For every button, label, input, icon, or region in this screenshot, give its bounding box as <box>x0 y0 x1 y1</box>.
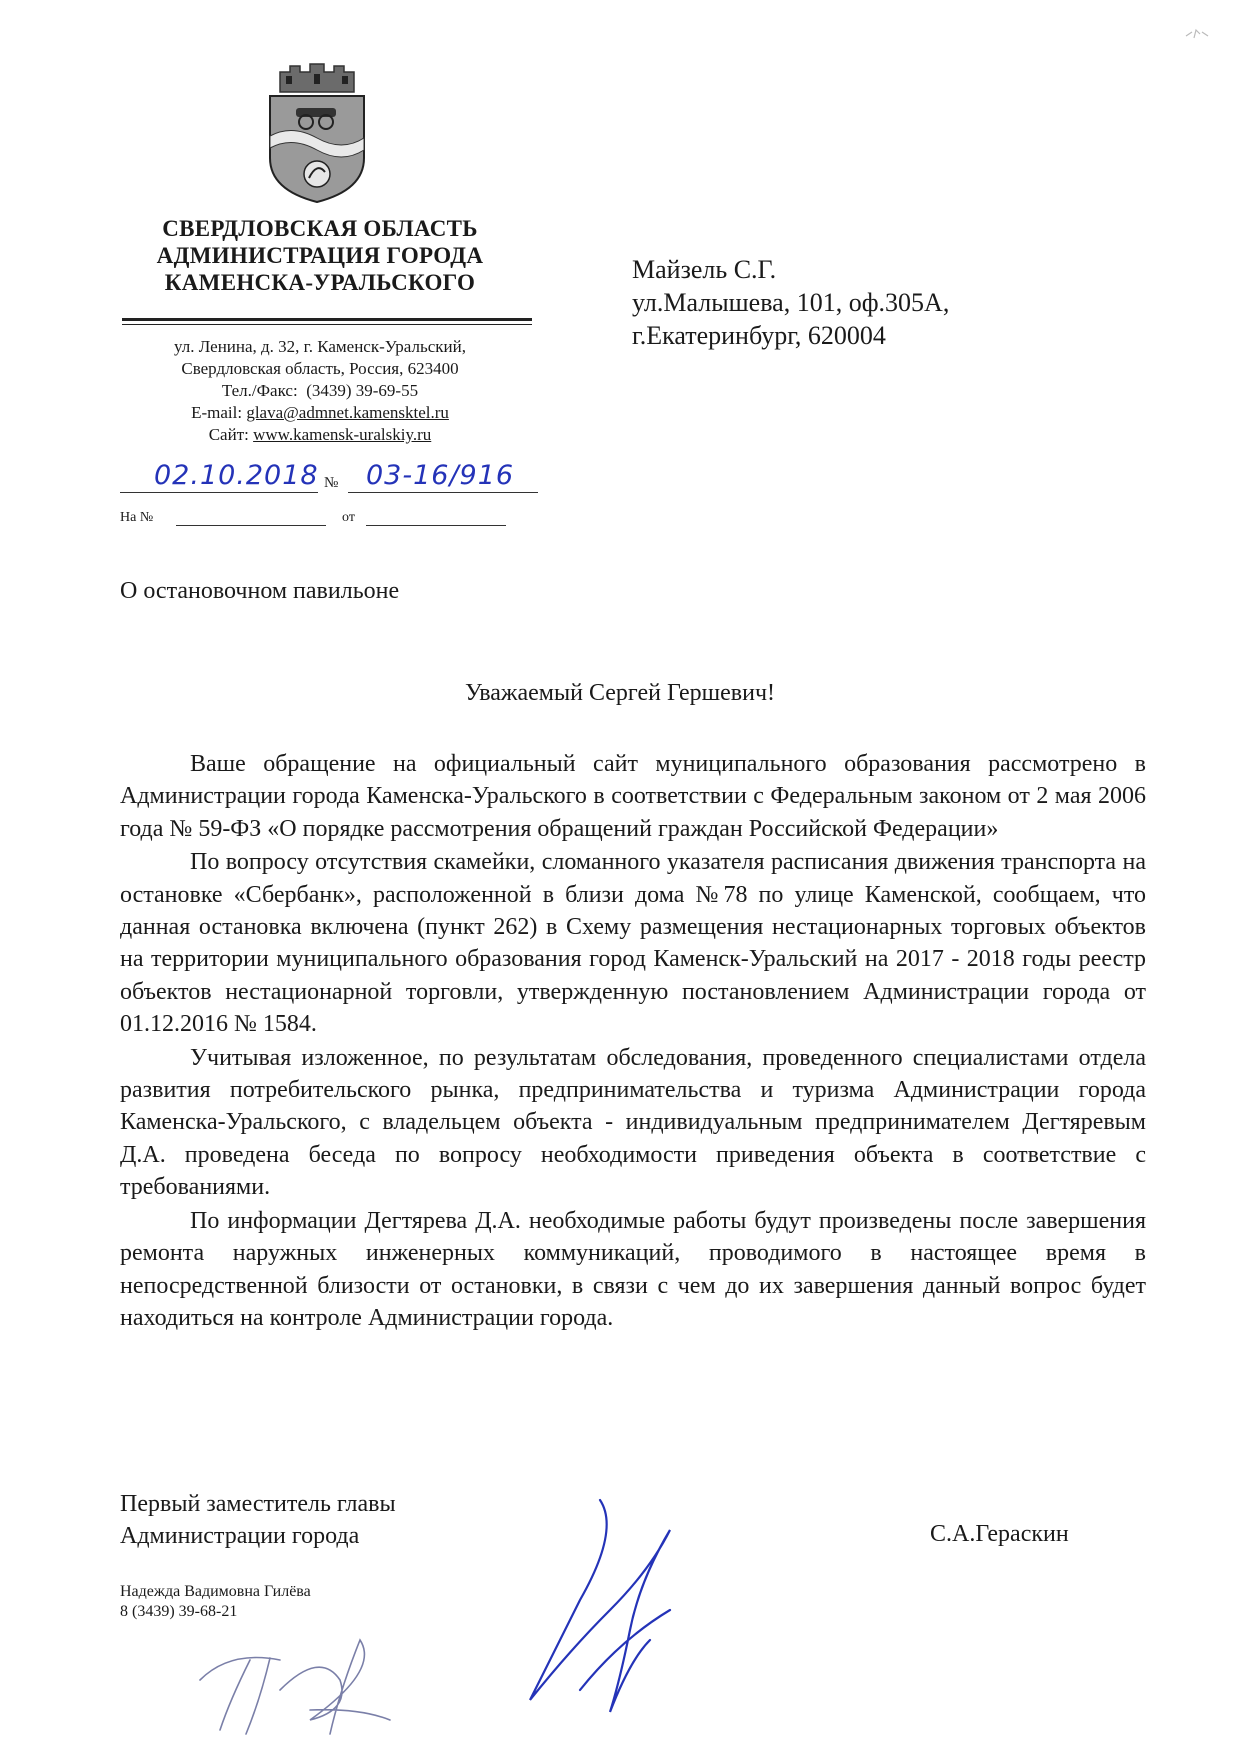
signatory-title-line-2: Администрации города <box>120 1523 360 1549</box>
org-city: КАМЕНСКА-УРАЛЬСКОГО <box>164 270 476 295</box>
letter-body <box>120 748 1146 1334</box>
ref-date-underline <box>366 525 506 526</box>
org-region: СВЕРДЛОВСКАЯ ОБЛАСТЬ <box>162 216 478 241</box>
address-line-1: ул. Ленина, д. 32, г. Каменск-Уральский, <box>174 337 466 356</box>
header-divider-thin <box>122 324 532 325</box>
addressee-city: г.Екатеринбург, 620004 <box>632 321 886 350</box>
salutation: Уважаемый Сергей Гершевич! <box>464 680 776 706</box>
addressee-block <box>632 253 949 352</box>
registration-number: 03-16/916 <box>366 460 515 491</box>
body-paragraph: По вопросу отсутствия скамейки, сломанного указателя расписания движения транспорта на остановке «Сбербанк», расположенной в близи дома №78 по улице Каменской, сообщаем, что данная остановка включена (пункт 262) в Схему размещения нестационарных торговых объектов на территории муниципального образования город Каменск-Уральский на 2017 - 2018 годы реестр объектов нестационарной торговли, утвержденную постановлением Администрации города от 01.12.2016 № 1584. <box>120 849 1146 1038</box>
email-line <box>110 402 530 424</box>
registration-date: 02.10.2018 <box>154 460 319 491</box>
phone-label: Тел./Факс: <box>221 381 298 400</box>
ref-prefix: На № <box>120 510 154 525</box>
email-label: E-mail: <box>191 403 243 422</box>
body-paragraph: Учитывая изложенное, по результатам обследования, проведенного специалистами отдела развития потребительского рынка, предпринимательства и туризма Администрации города Каменска-Уральского, с владельцем объекта - индивидуальным предпринимателем Дегтяревым Д.А. проведена беседа по вопросу необходимости приведения объекта в соответствие с требованиями. <box>120 1044 1146 1201</box>
executor-phone: 8 (3439) 39-68-21 <box>120 1603 238 1620</box>
number-underline <box>348 492 538 493</box>
header-divider <box>122 318 532 321</box>
signatory-title-line-1: Первый заместитель главы <box>120 1491 396 1517</box>
executor-signature-icon <box>190 1630 430 1740</box>
org-administration: АДМИНИСТРАЦИЯ ГОРОДА <box>156 243 484 268</box>
reference-line <box>120 510 540 532</box>
executor-block <box>120 1582 311 1622</box>
coat-of-arms-icon <box>262 62 372 204</box>
signatory-title <box>120 1488 396 1552</box>
ref-from: от <box>342 510 355 525</box>
site-link[interactable]: www.kamensk-uralskiy.ru <box>253 425 432 444</box>
email-link[interactable]: glava@admnet.kamensktel.ru <box>246 403 449 422</box>
body-paragraph: По информации Дегтярева Д.А. необходимые работы будут произведены после завершения ремонта наружных инженерных коммуникаций, проводимого в настоящее время в непосредственной близости от остановки, в связи с чем до их завершения данный вопрос будет находиться на контроле Администрации города. <box>120 1207 1146 1331</box>
date-underline <box>120 492 318 493</box>
letter-subject: О остановочном павильоне <box>120 578 400 604</box>
phone-line <box>110 380 530 402</box>
signatory-name: С.А.Гераскин <box>930 1521 1069 1547</box>
address-line-2: Свердловская область, Россия, 623400 <box>181 359 459 378</box>
site-label: Сайт: <box>208 425 249 444</box>
addressee-street: ул.Малышева, 101, оф.305А, <box>632 288 950 317</box>
site-line <box>110 424 530 446</box>
ref-number-underline <box>176 525 326 526</box>
phone-value: (3439) 39-69-55 <box>306 381 419 400</box>
body-paragraph: Ваше обращение на официальный сайт муниципального образования рассмотрено в Администрации города Каменска-Уральского в соответствии с Федеральным законом от 2 мая 2006 года № 59-ФЗ «О порядке рассмотрения обращений граждан Российской Федерации» <box>120 751 1146 842</box>
scan-mark-icon <box>1184 24 1214 44</box>
addressee-name: Майзель С.Г. <box>632 255 777 284</box>
handwritten-signature-icon <box>520 1490 690 1720</box>
number-sign: № <box>324 475 339 491</box>
registration-line <box>120 460 540 496</box>
executor-name: Надежда Вадимовна Гилёва <box>120 1583 311 1600</box>
